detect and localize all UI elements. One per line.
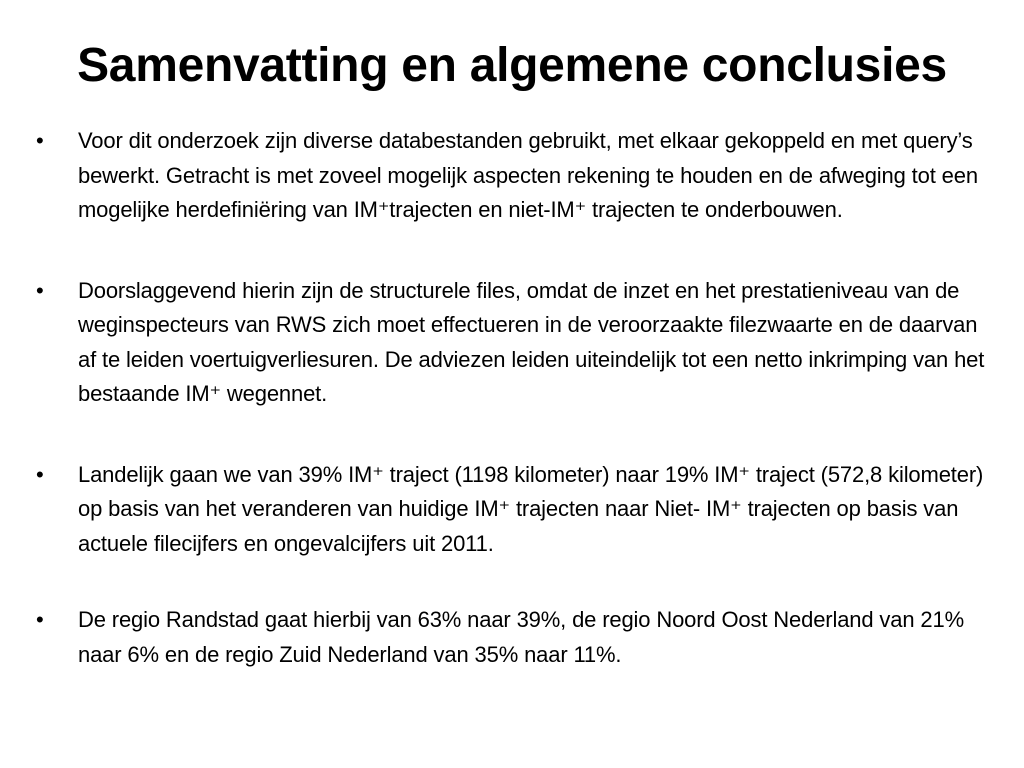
slide-title: Samenvatting en algemene conclusies (77, 39, 947, 92)
bullet-text: De regio Randstad gaat hierbij van 63% naar 39%, de regio Noord Oost Nederland van 21% naar 6% en de regio Zuid Nederland van 35% naar 11%. (78, 607, 964, 667)
bullet-item (36, 458, 986, 562)
bullet-text: Doorslaggevend hierin zijn de structurele files, omdat de inzet en het prestatieniveau van de weginspecteurs van RWS zich moet effectueren in de veroorzaakte filezwaarte en de daarvan af te leiden voertuigverliesuren. De adviezen leiden uiteindelijk tot een netto inkrimping van het bestaande IM⁺ wegennet. (78, 277, 985, 406)
bullet-list (36, 124, 986, 672)
bullet-item (36, 603, 986, 672)
bullet-dot-icon: • (36, 277, 44, 303)
bullet-item (36, 124, 986, 228)
bullet-dot-icon: • (36, 461, 44, 487)
bullet-text: Landelijk gaan we van 39% IM⁺ traject (1198 kilometer) naar 19% IM⁺ traject (572,8 kilometer) op basis van het veranderen van huidige IM⁺ trajecten naar Niet- IM⁺ trajecten op basis van actuele filecijfers en ongevalcijfers uit 2011. (78, 461, 984, 556)
bullet-item (36, 274, 986, 412)
bullet-dot-icon: • (36, 128, 44, 153)
bullet-dot-icon: • (36, 607, 44, 632)
bullet-text: Voor dit onderzoek zijn diverse databestanden gebruikt, met elkaar gekoppeld en met query’s bewerkt. Getracht is met zoveel mogelijk aspecten rekening te houden en de afweging tot een mogelijke herdefiniëring van IM⁺trajecten en niet-IM⁺ trajecten te onderbouwen. (78, 128, 978, 222)
